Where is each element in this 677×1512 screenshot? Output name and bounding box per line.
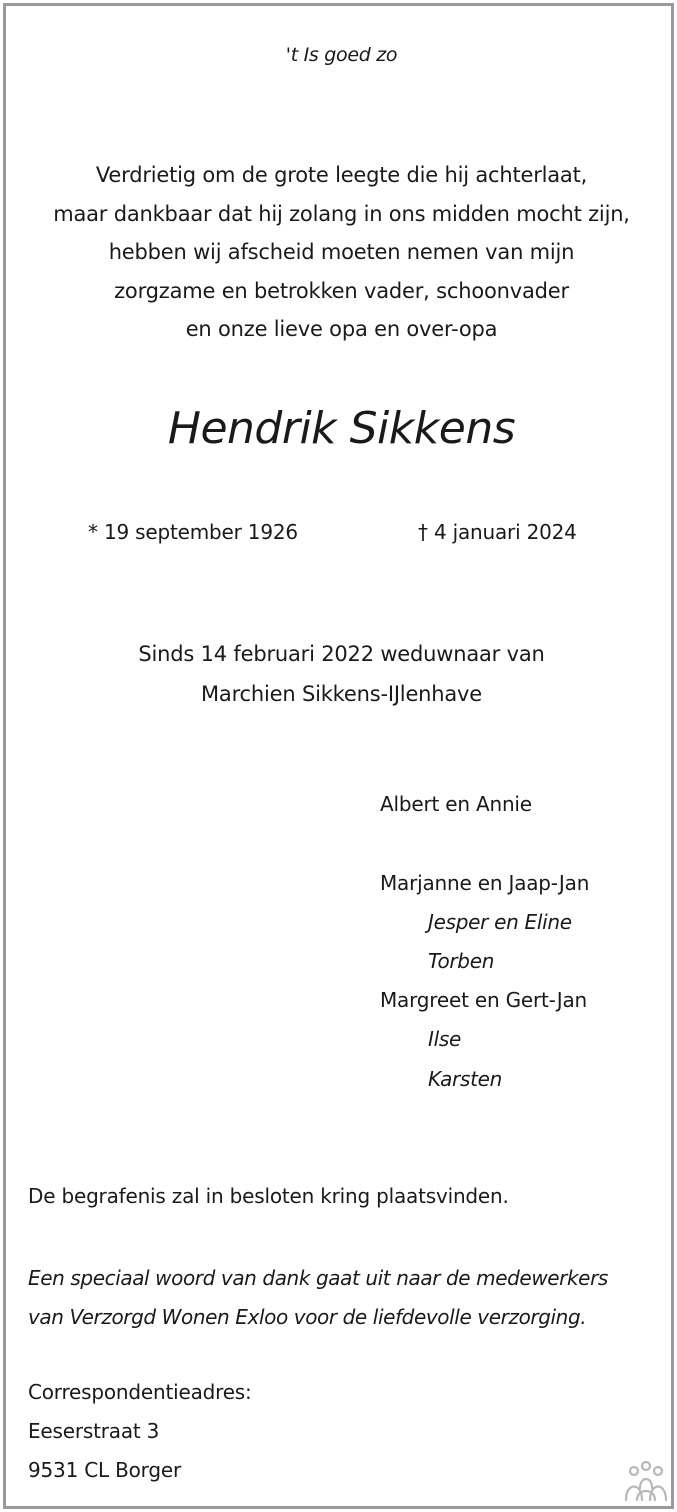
intro-line: maar dankbaar dat hij zolang in ons midden mocht zijn, — [53, 201, 630, 226]
intro-line: Verdrietig om de grote leegte die hij achterlaat, — [95, 163, 588, 187]
people-group-icon — [621, 1460, 671, 1504]
widower-text — [6, 634, 677, 714]
birth-date: * 19 september 1926 — [88, 520, 298, 544]
widower-line: Marchien Sikkens-IJlenhave — [200, 682, 483, 706]
deceased-name: Hendrik Sikkens — [167, 403, 516, 454]
notice-frame — [3, 3, 674, 1509]
thanks-text — [28, 1259, 608, 1337]
intro-text — [6, 156, 677, 349]
family-grandchild: Jesper en Eline — [428, 910, 572, 934]
funeral-notice: De begrafenis zal in besloten kring plaatsvinden. — [28, 1184, 509, 1208]
intro-line: zorgzame en betrokken vader, schoonvader — [114, 278, 569, 303]
intro-line: hebben wij afscheid moeten nemen van mijn — [108, 240, 575, 264]
family-grandchild: Karsten — [428, 1067, 503, 1091]
motto: 't Is goed zo — [285, 44, 398, 66]
intro-line: en onze lieve opa en over-opa — [185, 317, 498, 341]
family-couple-3: Margreet en Gert-Jan — [380, 988, 588, 1012]
thanks-line: van Verzorgd Wonen Exloo voor de liefdevolle verzorging. — [28, 1305, 587, 1329]
correspondence-street: Eeserstraat 3 — [28, 1419, 160, 1443]
widower-line: Sinds 14 februari 2022 weduwnaar van — [138, 642, 545, 666]
thanks-line: Een speciaal woord van dank gaat uit naar de medewerkers — [28, 1266, 608, 1290]
correspondence-label: Correspondentieadres: — [28, 1380, 252, 1404]
family-couple-2: Marjanne en Jaap-Jan — [380, 871, 590, 895]
death-date: † 4 januari 2024 — [418, 520, 577, 544]
correspondence-city: 9531 CL Borger — [28, 1458, 181, 1482]
family-grandchild: Torben — [428, 949, 495, 973]
family-grandchild: Ilse — [428, 1027, 461, 1051]
family-couple-1: Albert en Annie — [380, 792, 532, 816]
